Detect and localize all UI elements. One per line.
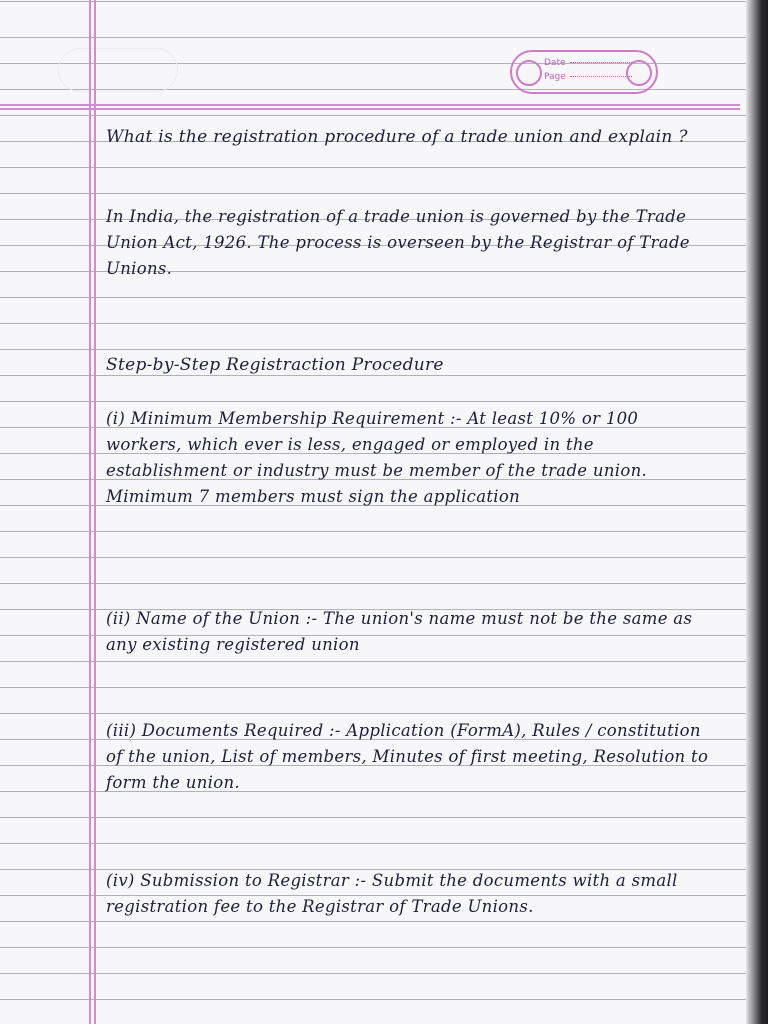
left-margin-line: [89, 0, 91, 1024]
section-heading: Step-by-Step Registraction Procedure: [106, 355, 444, 375]
page-label: Page: [544, 72, 566, 82]
point-3: (iii) Documents Required :- Application (FormA), Rules / constitution of the union, List of members, Minutes of first meeting, Resolution to form the union.: [106, 721, 709, 792]
intro-paragraph: In India, the registration of a trade union is governed by the Trade Union Act, 1926. The process is overseen by the Registrar of Trade Unions.: [106, 207, 690, 278]
faded-watermark: [58, 48, 178, 92]
top-margin-line-2: [0, 108, 740, 110]
badge-left-loop: [516, 60, 542, 86]
page-field: [544, 72, 632, 82]
date-page-badge: [510, 50, 658, 94]
date-label: Date: [544, 58, 566, 68]
notebook-binding-edge: [746, 0, 768, 1024]
point-4: (iv) Submission to Registrar :- Submit the documents with a small registration fee to the Registrar of Trade Unions.: [106, 871, 678, 916]
top-margin-line: [0, 104, 740, 106]
question-heading: What is the registration procedure of a trade union and explain ?: [106, 127, 688, 147]
left-margin-line-2: [94, 0, 96, 1024]
date-field: [544, 58, 632, 68]
point-1: (i) Minimum Membership Requirement :- At least 10% or 100 workers, which ever is less, engaged or employed in the establishment or industry must be member of the trade union. Mimimum 7 members must sign the application: [106, 409, 648, 506]
point-2: (ii) Name of the Union :- The union's name must not be the same as any existing registered union: [106, 609, 693, 654]
